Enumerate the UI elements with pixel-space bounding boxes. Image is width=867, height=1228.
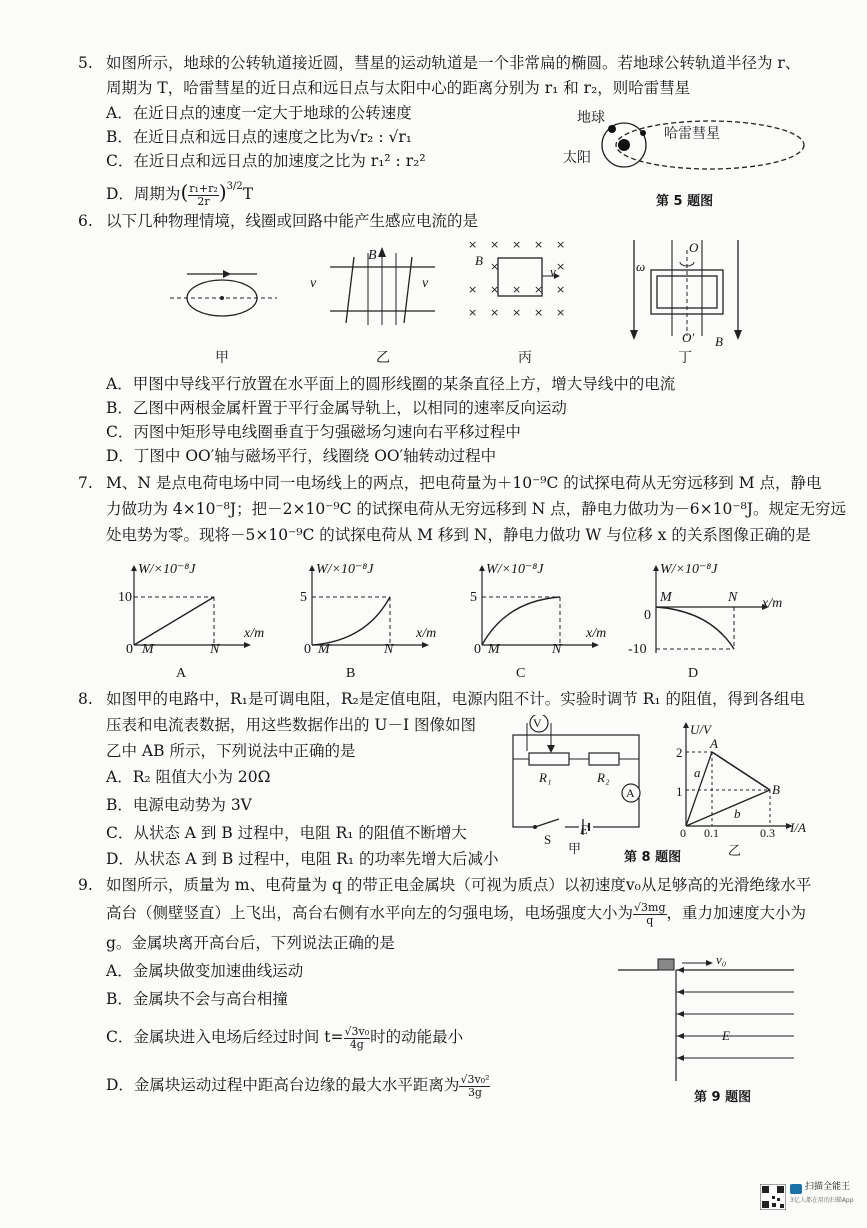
svg-text:×: × xyxy=(534,283,544,296)
svg-text:×: × xyxy=(468,306,478,319)
q6-ding-O: O xyxy=(689,240,699,255)
q6-ding-omega: ω xyxy=(636,259,646,274)
graph-a-N: N xyxy=(210,642,220,657)
q8-graph-x0: 0 xyxy=(680,826,686,840)
graph-a-curve xyxy=(134,597,214,645)
q5-option-d: D．周期为( $\frac{\text{r₁+r₂}}{2r}$ )$^{3/2}$T xyxy=(106,180,254,208)
q9-stem-line1: 如图所示，质量为 m、电荷量为 q 的带正电金属块（可视为质点）以初速度v₀从足够高的光滑绝缘水平 xyxy=(106,876,812,894)
q8-caption: 第 8 题图 xyxy=(624,850,682,865)
q5-fig-sun-label: 太阳 xyxy=(563,150,591,166)
q9-option-c-prefix: C．金属块进入电场后经过时间 t= xyxy=(106,1028,344,1047)
q8-circuit-R1: R₁ xyxy=(539,770,552,785)
q8-option-d: D．从状态 A 到 B 过程中，电阻 R₁ 的功率先增大后减小 xyxy=(106,850,499,868)
graph-a-label[interactable]: A xyxy=(176,666,187,681)
q5-option-d-fraction: $\frac{\text{r₁+r₂}}{2r}$ xyxy=(189,181,218,208)
field-arrow-icon xyxy=(630,330,638,340)
q6-option-d: D．丁图中 OO′轴与磁场平行，线圈绕 OO′轴转动过程中 xyxy=(106,447,497,465)
svg-text:×: × xyxy=(556,238,566,251)
q6-number: 6. xyxy=(78,212,93,230)
resistor-r1 xyxy=(529,753,569,765)
q6-label-ding: 丁 xyxy=(678,350,692,366)
resistor-r2 xyxy=(589,753,619,765)
q6-yi-v-left: v xyxy=(310,276,317,291)
q6-fig-yi xyxy=(330,245,435,330)
svg-text:×: × xyxy=(490,238,500,251)
q8-graph-B: B xyxy=(772,782,780,797)
q8-graph-y1: 1 xyxy=(676,784,683,799)
q8-graph-xlabel: I/A xyxy=(790,820,806,835)
q9-option-d-fraction: $\frac{\text{√3v₀²}}{3g}$ xyxy=(460,1073,490,1099)
q5-fig-comet-label: 哈雷彗星 xyxy=(664,126,720,142)
graph-d-ytick: -10 xyxy=(628,642,647,657)
q8-graph-y2: 2 xyxy=(676,745,683,760)
svg-text:×: × xyxy=(556,283,566,296)
comet-dot xyxy=(640,130,646,136)
q7-graph-a xyxy=(118,565,258,660)
q6-fig-bing xyxy=(466,238,586,328)
q9-line2-suffix: ，重力加速度大小为 xyxy=(666,904,807,923)
q8-stem-line2: 压表和电流表数据，用这些数据作出的 U－I 图像如图 xyxy=(106,716,477,734)
graph-b-curve xyxy=(312,597,390,645)
q5-option-c: C．在近日点和远日点的加速度之比为 r₁² : r₂² xyxy=(106,152,426,170)
graph-b-N: N xyxy=(384,642,394,657)
q5-stem-line1: 如图所示，地球的公转轨道接近圆，彗星的运动轨道是一个非常扁的椭圆。若地球公转轨道半径为 r、 xyxy=(106,54,801,72)
graph-b-zero: 0 xyxy=(304,642,311,657)
graph-a-M: M xyxy=(142,642,154,657)
line-a xyxy=(686,752,712,826)
q5-option-d-prefix: D．周期为 xyxy=(106,185,181,203)
graph-a-xlabel: x/m xyxy=(244,626,265,641)
graph-d-N: N xyxy=(728,590,738,605)
q6-label-yi: 乙 xyxy=(376,350,390,366)
q9-caption: 第 9 题图 xyxy=(694,1090,752,1105)
q8-graph-x1: 0.1 xyxy=(704,826,719,840)
metal-block xyxy=(658,959,674,970)
line-AB xyxy=(712,752,770,790)
graph-c-M: M xyxy=(488,642,500,657)
q8-graph-a: a xyxy=(694,765,701,780)
q8-circuit xyxy=(505,715,645,840)
coil-center-dot xyxy=(220,296,224,300)
q9-option-d-prefix: D．金属块运动过程中距高台边缘的最大水平距离为 xyxy=(106,1076,460,1095)
svg-text:×: × xyxy=(490,306,500,319)
q6-yi-B-label: B xyxy=(368,248,377,263)
svg-text:×: × xyxy=(490,283,500,296)
q6-option-c: C．丙图中矩形导电线圈垂直于匀强磁场匀速向右平移过程中 xyxy=(106,423,521,441)
q5-fig-earth-label: 地球 xyxy=(577,110,605,126)
q6-label-jia: 甲 xyxy=(215,350,229,366)
q8-option-a: A．R₂ 阻值大小为 20Ω xyxy=(106,768,271,786)
svg-text:×: × xyxy=(534,238,544,251)
graph-b-xlabel: x/m xyxy=(416,626,437,641)
q9-field-figure xyxy=(618,955,798,1085)
scanner-logo-icon xyxy=(790,1184,802,1194)
graph-b-label[interactable]: B xyxy=(346,666,356,681)
q8-circuit-R2: R₂ xyxy=(597,770,610,785)
earth-dot xyxy=(608,125,616,133)
svg-text:×: × xyxy=(468,283,478,296)
graph-c-zero: 0 xyxy=(474,642,481,657)
graph-d-zero: 0 xyxy=(644,608,651,623)
q9-stem-line2 xyxy=(106,902,806,926)
line-b xyxy=(686,790,770,826)
graph-d-M: M xyxy=(660,590,672,605)
q7-stem-line2: 力做功为 4×10⁻⁸J；把－2×10⁻⁹C 的试探电荷从无穷远移到 N 点，静电力做功为－6×10⁻⁸J。规定无穷远 xyxy=(106,500,846,518)
graph-d-label[interactable]: D xyxy=(688,666,699,681)
q9-option-c-fraction: $\frac{\text{√3v₀}}{4g}$ xyxy=(344,1025,370,1051)
q8-option-c: C．从状态 A 到 B 过程中，电阻 R₁ 的阻值不断增大 xyxy=(106,824,467,842)
graph-b-ylabel: W/×10⁻⁸J xyxy=(316,562,374,577)
q5-option-b: B．在近日点和远日点的速度之比为√r₂ : √r₁ xyxy=(106,128,412,146)
q9-stem-line3: g。金属块离开高台后，下列说法正确的是 xyxy=(106,934,395,952)
q6-bing-B-label: B xyxy=(475,253,483,268)
q6-bing-v-label: v xyxy=(550,264,556,279)
q8-circuit-S: S xyxy=(544,832,552,847)
q6-fig-jia xyxy=(165,260,285,330)
q9-option-c xyxy=(106,1026,463,1050)
svg-text:×: × xyxy=(534,306,544,319)
q9-field-fraction: $\frac{√3mg}{q}$ xyxy=(634,901,666,927)
q9-number: 9. xyxy=(78,876,93,894)
graph-a-zero: 0 xyxy=(126,642,133,657)
q6-option-b: B．乙图中两根金属杆置于平行金属导轨上，以相同的速率反向运动 xyxy=(106,399,567,417)
svg-text:×: × xyxy=(512,238,522,251)
svg-text:×: × xyxy=(556,306,566,319)
svg-text:×: × xyxy=(556,260,566,273)
q8-circuit-label: 甲 xyxy=(568,842,582,857)
graph-b-ytick: 5 xyxy=(300,590,307,605)
q6-option-a: A．甲图中导线平行放置在水平面上的圆形线圈的某条直径上方，增大导线中的电流 xyxy=(106,375,676,393)
field-arrow-icon xyxy=(378,247,386,257)
q9-line2-prefix: 高台（侧壁竖直）上飞出，高台右侧有水平向左的匀强电场，电场强度大小为 xyxy=(106,904,634,923)
q8-circuit-E: E xyxy=(580,822,588,837)
graph-c-ylabel: W/×10⁻⁸J xyxy=(486,562,544,577)
q9-option-a: A．金属块做变加速曲线运动 xyxy=(106,962,304,980)
q7-graph-d xyxy=(636,565,776,660)
q8-circuit-V: V xyxy=(533,716,542,730)
scanner-watermark xyxy=(760,1182,852,1212)
graph-d-ylabel: W/×10⁻⁸J xyxy=(660,562,718,577)
q5-option-d-suffix: T xyxy=(242,185,254,203)
q8-graph-ylabel: U/V xyxy=(690,722,711,737)
q6-yi-v-right: v xyxy=(422,276,429,291)
svg-text:×: × xyxy=(512,306,522,319)
q6-ding-O2: O′ xyxy=(682,330,695,345)
svg-text:×: × xyxy=(490,260,500,273)
q6-stem: 以下几种物理情境，线圈或回路中能产生感应电流的是 xyxy=(106,212,479,230)
q5-caption: 第 5 题图 xyxy=(656,194,714,209)
q9-option-c-suffix: 时的动能最小 xyxy=(370,1028,464,1047)
stamp-title: 扫描全能王 xyxy=(805,1182,851,1192)
q9-fig-E: E xyxy=(722,1028,730,1043)
graph-c-ytick: 5 xyxy=(470,590,477,605)
q7-stem-line1: M、N 是点电荷电场中同一电场线上的两点，把电荷量为＋10⁻⁹C 的试探电荷从无穷远移到 M 点，静电 xyxy=(106,474,822,492)
q7-stem-line3: 处电势为零。现将－5×10⁻⁹C 的试探电荷从 M 移到 N，静电力做功 W 与位移 x 的关系图像正确的是 xyxy=(106,526,811,544)
current-arrow-icon xyxy=(223,270,231,278)
q9-option-d xyxy=(106,1074,490,1098)
svg-text:×: × xyxy=(512,283,522,296)
q8-graph-label: 乙 xyxy=(728,844,742,859)
graph-c-label[interactable]: C xyxy=(516,666,526,681)
q7-graph-c xyxy=(466,565,606,660)
q7-graph-b xyxy=(296,565,436,660)
velocity-arrow-icon xyxy=(706,960,713,966)
q9-option-b: B．金属块不会与高台相撞 xyxy=(106,990,288,1008)
graph-a-ylabel: W/×10⁻⁸J xyxy=(138,562,196,577)
graph-d-xlabel: x/m xyxy=(762,596,783,611)
graph-c-xlabel: x/m xyxy=(586,626,607,641)
q8-circuit-A: A xyxy=(626,786,635,800)
graph-c-curve xyxy=(482,597,560,645)
graph-b-M: M xyxy=(318,642,330,657)
qr-code-icon xyxy=(760,1184,786,1210)
q8-stem-line1: 如图甲的电路中，R₁是可调电阻，R₂是定值电阻，电源内阻不计。实验时调节 R₁ 的阻值，得到各组电 xyxy=(106,690,806,708)
q5-stem-line2: 周期为 T，哈雷彗星的近日点和远日点与太阳中心的距离分别为 r₁ 和 r₂，则哈雷彗星 xyxy=(106,79,691,97)
field-arrow-icon xyxy=(734,330,742,340)
q8-graph-b: b xyxy=(734,806,741,821)
stamp-subtitle: 3亿人都在用的扫描App xyxy=(790,1197,854,1204)
q5-option-d-exponent: 3/2 xyxy=(226,180,243,192)
sun-dot xyxy=(618,139,630,151)
q8-stem-line3: 乙中 AB 所示，下列说法中正确的是 xyxy=(106,742,356,760)
svg-text:×: × xyxy=(468,238,478,251)
graph-c-N: N xyxy=(552,642,562,657)
q8-number: 8. xyxy=(78,690,93,708)
q6-ding-B: B xyxy=(715,334,723,349)
q8-graph-A: A xyxy=(710,736,718,751)
q5-number: 5. xyxy=(78,54,93,72)
q7-number: 7. xyxy=(78,474,93,492)
graph-d-curve xyxy=(656,607,734,649)
q5-option-a: A．在近日点的速度一定大于地球的公转速度 xyxy=(106,104,412,122)
q8-graph-x3: 0.3 xyxy=(760,826,775,840)
graph-a-ytick: 10 xyxy=(118,590,132,605)
q8-option-b: B．电源电动势为 3V xyxy=(106,796,252,814)
q6-label-bing: 丙 xyxy=(518,350,532,366)
q9-fig-v0: v₀ xyxy=(716,952,727,967)
